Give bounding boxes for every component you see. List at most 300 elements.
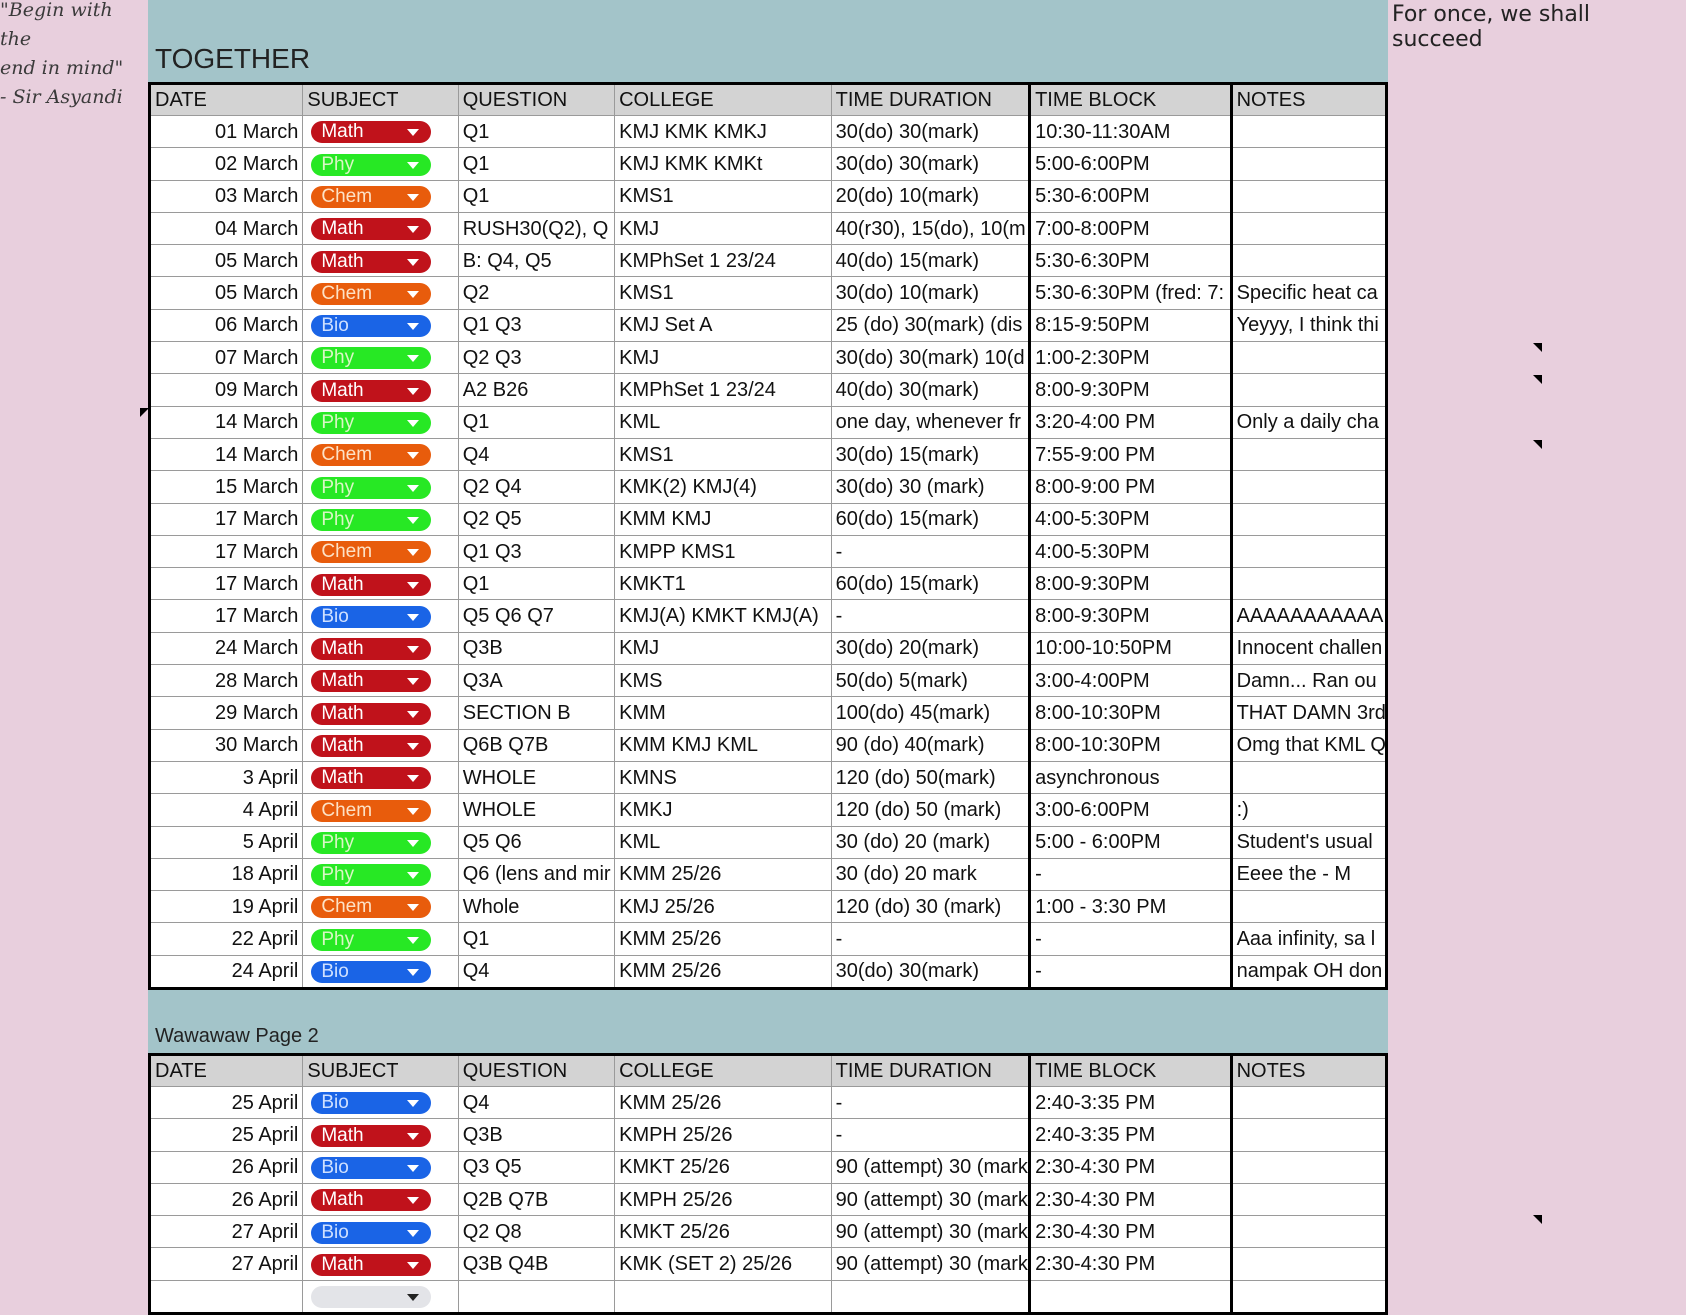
cell-question[interactable]: Q3 Q5 [458, 1151, 614, 1183]
dropdown-caret-icon[interactable] [407, 1100, 419, 1107]
cell-college[interactable]: KMKJ [615, 794, 832, 826]
cell-notes[interactable] [1231, 535, 1386, 567]
dropdown-caret-icon[interactable] [407, 1197, 419, 1204]
cell-time-duration[interactable]: 40(r30), 15(do), 10(m [831, 212, 1029, 244]
cell-time-duration[interactable]: 20(do) 10(mark) [831, 180, 1029, 212]
cell-date[interactable]: 19 April [150, 891, 303, 923]
cell-date[interactable] [150, 1280, 303, 1313]
dropdown-caret-icon[interactable] [407, 1165, 419, 1172]
cell-date[interactable]: 14 March [150, 438, 303, 470]
cell-question[interactable]: WHOLE [458, 794, 614, 826]
cell-question[interactable]: Q6 (lens and mir [458, 858, 614, 890]
cell-date[interactable]: 05 March [150, 245, 303, 277]
cell-time-duration[interactable]: 30(do) 30(mark) [831, 116, 1029, 148]
cell-subject[interactable] [303, 116, 458, 148]
cell-time-block[interactable]: 2:30-4:30 PM [1030, 1151, 1231, 1183]
cell-time-duration[interactable]: 25 (do) 30(mark) (dis [831, 309, 1029, 341]
column-header-question[interactable]: QUESTION [458, 1055, 614, 1087]
dropdown-caret-icon[interactable] [407, 937, 419, 944]
cell-question[interactable]: Q2 [458, 277, 614, 309]
cell-notes[interactable] [1231, 148, 1386, 180]
dropdown-caret-icon[interactable] [407, 1294, 419, 1301]
cell-question[interactable]: Q1 [458, 568, 614, 600]
column-header-question[interactable]: QUESTION [458, 84, 614, 116]
cell-college[interactable]: KMM 25/26 [615, 858, 832, 890]
cell-college[interactable]: KMKT1 [615, 568, 832, 600]
cell-subject[interactable] [303, 180, 458, 212]
dropdown-caret-icon[interactable] [407, 775, 419, 782]
cell-question[interactable]: B: Q4, Q5 [458, 245, 614, 277]
column-header-date[interactable]: DATE [150, 84, 303, 116]
subject-dropdown-chip[interactable] [311, 154, 431, 176]
cell-date[interactable]: 17 March [150, 503, 303, 535]
cell-time-block[interactable]: 1:00-2:30PM [1030, 342, 1231, 374]
dropdown-caret-icon[interactable] [407, 549, 419, 556]
cell-notes[interactable] [1231, 891, 1386, 923]
cell-college[interactable]: KMM [615, 697, 832, 729]
dropdown-caret-icon[interactable] [407, 743, 419, 750]
cell-time-duration[interactable]: 120 (do) 50 (mark) [831, 794, 1029, 826]
column-header-time-block[interactable]: TIME BLOCK [1030, 84, 1231, 116]
cell-time-block[interactable]: 8:15-9:50PM [1030, 309, 1231, 341]
cell-time-block[interactable]: 2:30-4:30 PM [1030, 1216, 1231, 1248]
cell-question[interactable]: Q1 [458, 116, 614, 148]
cell-college[interactable]: KMPH 25/26 [615, 1119, 832, 1151]
cell-subject[interactable] [303, 212, 458, 244]
subject-dropdown-chip[interactable] [311, 864, 431, 886]
subject-dropdown-chip[interactable] [311, 1254, 431, 1276]
subject-dropdown-chip[interactable] [311, 477, 431, 499]
cell-college[interactable]: KMJ 25/26 [615, 891, 832, 923]
comment-marker-icon[interactable] [1533, 1215, 1542, 1224]
cell-notes[interactable]: Specific heat ca [1231, 277, 1386, 309]
cell-notes[interactable] [1231, 374, 1386, 406]
cell-time-block[interactable]: asynchronous [1030, 761, 1231, 793]
subject-dropdown-chip[interactable] [311, 412, 431, 434]
comment-marker-icon[interactable] [1533, 375, 1542, 384]
cell-college[interactable]: KMJ KMK KMKJ [615, 116, 832, 148]
subject-dropdown-chip[interactable] [311, 347, 431, 369]
dropdown-caret-icon[interactable] [407, 582, 419, 589]
cell-subject[interactable] [303, 374, 458, 406]
cell-time-duration[interactable]: 50(do) 5(mark) [831, 665, 1029, 697]
cell-date[interactable]: 5 April [150, 826, 303, 858]
cell-subject[interactable] [303, 826, 458, 858]
cell-college[interactable]: KMJ [615, 212, 832, 244]
cell-subject[interactable] [303, 503, 458, 535]
cell-college[interactable]: KMM 25/26 [615, 923, 832, 955]
cell-time-block[interactable]: 3:00-4:00PM [1030, 665, 1231, 697]
cell-time-block[interactable]: 8:00-9:30PM [1030, 600, 1231, 632]
subject-dropdown-chip[interactable] [311, 961, 431, 983]
cell-notes[interactable]: Damn... Ran ou [1231, 665, 1386, 697]
cell-notes[interactable]: Student's usual [1231, 826, 1386, 858]
dropdown-caret-icon[interactable] [407, 1230, 419, 1237]
cell-college[interactable]: KMNS [615, 761, 832, 793]
cell-time-block[interactable]: 1:00 - 3:30 PM [1030, 891, 1231, 923]
cell-date[interactable]: 4 April [150, 794, 303, 826]
cell-college[interactable]: KMK(2) KMJ(4) [615, 471, 832, 503]
cell-date[interactable]: 01 March [150, 116, 303, 148]
cell-college[interactable]: KMS1 [615, 277, 832, 309]
cell-time-block[interactable] [1030, 1280, 1231, 1313]
cell-college[interactable]: KMS [615, 665, 832, 697]
cell-college[interactable]: KMPP KMS1 [615, 535, 832, 567]
cell-date[interactable]: 30 March [150, 729, 303, 761]
cell-time-block[interactable]: 8:00-10:30PM [1030, 729, 1231, 761]
cell-question[interactable]: Q2 Q8 [458, 1216, 614, 1248]
cell-notes[interactable]: Eeee the - M [1231, 858, 1386, 890]
cell-time-duration[interactable]: 60(do) 15(mark) [831, 568, 1029, 600]
cell-time-duration[interactable]: 30 (do) 20 mark [831, 858, 1029, 890]
subject-dropdown-chip[interactable] [311, 832, 431, 854]
cell-subject[interactable] [303, 535, 458, 567]
subject-dropdown-chip[interactable] [311, 896, 431, 918]
subject-dropdown-chip[interactable] [311, 767, 431, 789]
subject-dropdown-chip[interactable] [311, 606, 431, 628]
dropdown-caret-icon[interactable] [407, 711, 419, 718]
cell-subject[interactable] [303, 245, 458, 277]
cell-time-block[interactable]: 5:00 - 6:00PM [1030, 826, 1231, 858]
cell-date[interactable]: 02 March [150, 148, 303, 180]
cell-date[interactable]: 09 March [150, 374, 303, 406]
cell-question[interactable]: Q3B [458, 1119, 614, 1151]
dropdown-caret-icon[interactable] [407, 904, 419, 911]
cell-time-block[interactable]: 8:00-10:30PM [1030, 697, 1231, 729]
column-header-time-duration[interactable]: TIME DURATION [831, 84, 1029, 116]
cell-question[interactable]: Q3A [458, 665, 614, 697]
cell-time-block[interactable]: 8:00-9:30PM [1030, 374, 1231, 406]
cell-question[interactable]: WHOLE [458, 761, 614, 793]
cell-time-duration[interactable]: 120 (do) 50(mark) [831, 761, 1029, 793]
cell-subject[interactable] [303, 1119, 458, 1151]
cell-date[interactable]: 17 March [150, 568, 303, 600]
dropdown-caret-icon[interactable] [407, 355, 419, 362]
cell-time-block[interactable]: 10:30-11:30AM [1030, 116, 1231, 148]
column-header-college[interactable]: COLLEGE [615, 84, 832, 116]
cell-subject[interactable] [303, 568, 458, 600]
cell-time-block[interactable]: - [1030, 923, 1231, 955]
cell-question[interactable]: Q4 [458, 438, 614, 470]
cell-question[interactable]: Q1 [458, 406, 614, 438]
cell-notes[interactable]: Yeyyy, I think thi [1231, 309, 1386, 341]
subject-dropdown-chip[interactable] [311, 1125, 431, 1147]
cell-time-duration[interactable]: 30(do) 30(mark) [831, 955, 1029, 988]
cell-question[interactable]: Q3B [458, 632, 614, 664]
cell-college[interactable]: KML [615, 406, 832, 438]
subject-dropdown-chip[interactable] [311, 735, 431, 757]
cell-question[interactable]: A2 B26 [458, 374, 614, 406]
cell-notes[interactable]: :) [1231, 794, 1386, 826]
cell-subject[interactable] [303, 1216, 458, 1248]
cell-subject[interactable] [303, 406, 458, 438]
dropdown-caret-icon[interactable] [407, 452, 419, 459]
cell-subject[interactable] [303, 438, 458, 470]
cell-time-block[interactable]: 7:55-9:00 PM [1030, 438, 1231, 470]
cell-question[interactable]: Q1 [458, 180, 614, 212]
cell-college[interactable]: KMJ [615, 342, 832, 374]
dropdown-caret-icon[interactable] [407, 194, 419, 201]
cell-subject[interactable] [303, 1087, 458, 1119]
cell-college[interactable]: KMKT 25/26 [615, 1216, 832, 1248]
cell-time-duration[interactable]: 30(do) 10(mark) [831, 277, 1029, 309]
cell-notes[interactable]: Only a daily cha [1231, 406, 1386, 438]
cell-time-duration[interactable]: one day, whenever fr [831, 406, 1029, 438]
cell-question[interactable]: Q2 Q5 [458, 503, 614, 535]
cell-date[interactable]: 18 April [150, 858, 303, 890]
cell-subject[interactable] [303, 761, 458, 793]
cell-time-duration[interactable]: 40(do) 15(mark) [831, 245, 1029, 277]
cell-date[interactable]: 26 April [150, 1183, 303, 1215]
column-header-time-duration[interactable]: TIME DURATION [831, 1055, 1029, 1087]
dropdown-caret-icon[interactable] [407, 808, 419, 815]
cell-college[interactable]: KMPhSet 1 23/24 [615, 374, 832, 406]
cell-time-duration[interactable]: 30(do) 15(mark) [831, 438, 1029, 470]
subject-dropdown-chip[interactable] [311, 670, 431, 692]
cell-question[interactable]: Q2 Q4 [458, 471, 614, 503]
dropdown-caret-icon[interactable] [407, 1133, 419, 1140]
dropdown-caret-icon[interactable] [407, 388, 419, 395]
cell-date[interactable]: 3 April [150, 761, 303, 793]
cell-subject[interactable] [303, 697, 458, 729]
subject-dropdown-chip[interactable] [311, 251, 431, 273]
subject-dropdown-chip[interactable] [311, 638, 431, 660]
cell-subject[interactable] [303, 148, 458, 180]
cell-notes[interactable] [1231, 1216, 1386, 1248]
cell-notes[interactable] [1231, 212, 1386, 244]
subject-dropdown-chip[interactable] [311, 218, 431, 240]
cell-notes[interactable] [1231, 1087, 1386, 1119]
cell-notes[interactable] [1231, 503, 1386, 535]
cell-time-duration[interactable]: - [831, 923, 1029, 955]
subject-dropdown-chip[interactable] [311, 186, 431, 208]
column-header-subject[interactable]: SUBJECT [303, 1055, 458, 1087]
subject-dropdown-chip[interactable] [311, 1222, 431, 1244]
cell-notes[interactable] [1231, 116, 1386, 148]
cell-time-duration[interactable]: 90 (attempt) 30 (mark [831, 1248, 1029, 1280]
cell-notes[interactable]: THAT DAMN 3rd [1231, 697, 1386, 729]
subject-dropdown-chip[interactable] [311, 574, 431, 596]
cell-time-duration[interactable]: 90 (do) 40(mark) [831, 729, 1029, 761]
subject-dropdown-chip[interactable] [311, 1189, 431, 1211]
cell-college[interactable]: KMJ [615, 632, 832, 664]
cell-college[interactable] [615, 1280, 832, 1313]
cell-time-duration[interactable]: 30(do) 30(mark) 10(d [831, 342, 1029, 374]
subject-dropdown-chip[interactable] [311, 541, 431, 563]
cell-college[interactable]: KMS1 [615, 180, 832, 212]
cell-notes[interactable]: nampak OH don [1231, 955, 1386, 988]
cell-college[interactable]: KMJ(A) KMKT KMJ(A) [615, 600, 832, 632]
cell-time-block[interactable]: 2:30-4:30 PM [1030, 1183, 1231, 1215]
cell-question[interactable]: Q5 Q6 Q7 [458, 600, 614, 632]
cell-subject[interactable] [303, 858, 458, 890]
cell-date[interactable]: 15 March [150, 471, 303, 503]
cell-date[interactable]: 04 March [150, 212, 303, 244]
subject-dropdown-chip[interactable] [311, 1286, 431, 1308]
cell-date[interactable]: 24 March [150, 632, 303, 664]
cell-time-duration[interactable]: 60(do) 15(mark) [831, 503, 1029, 535]
cell-subject[interactable] [303, 794, 458, 826]
cell-time-duration[interactable]: 30(do) 30 (mark) [831, 471, 1029, 503]
cell-college[interactable]: KMJ KMK KMKt [615, 148, 832, 180]
cell-time-block[interactable]: 5:30-6:00PM [1030, 180, 1231, 212]
cell-college[interactable]: KMPH 25/26 [615, 1183, 832, 1215]
cell-college[interactable]: KMK (SET 2) 25/26 [615, 1248, 832, 1280]
cell-subject[interactable] [303, 665, 458, 697]
comment-marker-icon[interactable] [1533, 440, 1542, 449]
cell-date[interactable]: 27 April [150, 1248, 303, 1280]
cell-time-block[interactable]: - [1030, 955, 1231, 988]
cell-subject[interactable] [303, 1248, 458, 1280]
dropdown-caret-icon[interactable] [407, 485, 419, 492]
cell-date[interactable]: 06 March [150, 309, 303, 341]
cell-subject[interactable] [303, 729, 458, 761]
cell-time-block[interactable]: 2:30-4:30 PM [1030, 1248, 1231, 1280]
column-header-time-block[interactable]: TIME BLOCK [1030, 1055, 1231, 1087]
cell-question[interactable] [458, 1280, 614, 1313]
cell-notes[interactable] [1231, 1248, 1386, 1280]
cell-date[interactable]: 05 March [150, 277, 303, 309]
cell-question[interactable]: Q4 [458, 955, 614, 988]
cell-notes[interactable]: Omg that KML Q [1231, 729, 1386, 761]
cell-time-block[interactable]: 7:00-8:00PM [1030, 212, 1231, 244]
cell-notes[interactable] [1231, 568, 1386, 600]
cell-college[interactable]: KMM KMJ KML [615, 729, 832, 761]
cell-date[interactable]: 03 March [150, 180, 303, 212]
cell-time-duration[interactable]: 30(do) 30(mark) [831, 148, 1029, 180]
dropdown-caret-icon[interactable] [407, 646, 419, 653]
subject-dropdown-chip[interactable] [311, 283, 431, 305]
cell-time-duration[interactable] [831, 1280, 1029, 1313]
column-header-notes[interactable]: NOTES [1231, 84, 1386, 116]
cell-college[interactable]: KMJ Set A [615, 309, 832, 341]
cell-subject[interactable] [303, 955, 458, 988]
cell-question[interactable]: SECTION B [458, 697, 614, 729]
cell-question[interactable]: Q2B Q7B [458, 1183, 614, 1215]
cell-question[interactable]: Q1 [458, 923, 614, 955]
cell-date[interactable]: 25 April [150, 1087, 303, 1119]
cell-question[interactable]: Q5 Q6 [458, 826, 614, 858]
subject-dropdown-chip[interactable] [311, 800, 431, 822]
cell-date[interactable]: 26 April [150, 1151, 303, 1183]
cell-time-block[interactable]: 5:30-6:30PM (fred: 7: [1030, 277, 1231, 309]
cell-subject[interactable] [303, 277, 458, 309]
dropdown-caret-icon[interactable] [407, 259, 419, 266]
cell-date[interactable]: 17 March [150, 600, 303, 632]
cell-date[interactable]: 22 April [150, 923, 303, 955]
cell-college[interactable]: KMS1 [615, 438, 832, 470]
cell-notes[interactable] [1231, 438, 1386, 470]
cell-college[interactable]: KMM KMJ [615, 503, 832, 535]
cell-subject[interactable] [303, 1151, 458, 1183]
cell-time-duration[interactable]: 100(do) 45(mark) [831, 697, 1029, 729]
dropdown-caret-icon[interactable] [407, 517, 419, 524]
cell-time-duration[interactable]: 30(do) 20(mark) [831, 632, 1029, 664]
cell-question[interactable]: Q1 [458, 148, 614, 180]
dropdown-caret-icon[interactable] [407, 840, 419, 847]
cell-notes[interactable] [1231, 342, 1386, 374]
cell-notes[interactable] [1231, 761, 1386, 793]
cell-time-block[interactable]: 8:00-9:00 PM [1030, 471, 1231, 503]
cell-notes[interactable] [1231, 245, 1386, 277]
cell-time-duration[interactable]: 90 (attempt) 30 (mark [831, 1183, 1029, 1215]
cell-notes[interactable] [1231, 471, 1386, 503]
comment-marker-icon[interactable] [1533, 343, 1542, 352]
cell-question[interactable]: RUSH30(Q2), Q [458, 212, 614, 244]
cell-time-block[interactable]: 5:00-6:00PM [1030, 148, 1231, 180]
cell-time-duration[interactable]: 40(do) 30(mark) [831, 374, 1029, 406]
cell-time-block[interactable]: 5:30-6:30PM [1030, 245, 1231, 277]
cell-date[interactable]: 27 April [150, 1216, 303, 1248]
cell-date[interactable]: 07 March [150, 342, 303, 374]
cell-college[interactable]: KMKT 25/26 [615, 1151, 832, 1183]
dropdown-caret-icon[interactable] [407, 162, 419, 169]
dropdown-caret-icon[interactable] [407, 969, 419, 976]
column-header-college[interactable]: COLLEGE [615, 1055, 832, 1087]
dropdown-caret-icon[interactable] [407, 323, 419, 330]
cell-question[interactable]: Q6B Q7B [458, 729, 614, 761]
cell-time-duration[interactable]: 120 (do) 30 (mark) [831, 891, 1029, 923]
cell-date[interactable]: 24 April [150, 955, 303, 988]
cell-question[interactable]: Whole [458, 891, 614, 923]
cell-time-duration[interactable]: 90 (attempt) 30 (mark [831, 1151, 1029, 1183]
cell-subject[interactable] [303, 1280, 458, 1313]
cell-subject[interactable] [303, 309, 458, 341]
cell-time-block[interactable]: 3:00-6:00PM [1030, 794, 1231, 826]
subject-dropdown-chip[interactable] [311, 509, 431, 531]
subject-dropdown-chip[interactable] [311, 1092, 431, 1114]
cell-question[interactable]: Q1 Q3 [458, 535, 614, 567]
cell-date[interactable]: 25 April [150, 1119, 303, 1151]
cell-college[interactable]: KMPhSet 1 23/24 [615, 245, 832, 277]
cell-time-duration[interactable]: 90 (attempt) 30 (mark [831, 1216, 1029, 1248]
cell-notes[interactable] [1231, 1280, 1386, 1313]
cell-notes[interactable] [1231, 180, 1386, 212]
cell-time-duration[interactable]: - [831, 1119, 1029, 1151]
cell-question[interactable]: Q4 [458, 1087, 614, 1119]
cell-college[interactable]: KMM 25/26 [615, 955, 832, 988]
subject-dropdown-chip[interactable] [311, 703, 431, 725]
cell-time-block[interactable]: 8:00-9:30PM [1030, 568, 1231, 600]
cell-notes[interactable]: Aaa infinity, sa l [1231, 923, 1386, 955]
column-header-notes[interactable]: NOTES [1231, 1055, 1386, 1087]
cell-question[interactable]: Q2 Q3 [458, 342, 614, 374]
dropdown-caret-icon[interactable] [407, 291, 419, 298]
cell-question[interactable]: Q1 Q3 [458, 309, 614, 341]
cell-date[interactable]: 29 March [150, 697, 303, 729]
dropdown-caret-icon[interactable] [407, 614, 419, 621]
cell-time-duration[interactable]: 30 (do) 20 (mark) [831, 826, 1029, 858]
cell-subject[interactable] [303, 891, 458, 923]
subject-dropdown-chip[interactable] [311, 444, 431, 466]
column-header-subject[interactable]: SUBJECT [303, 84, 458, 116]
cell-notes[interactable] [1231, 1119, 1386, 1151]
cell-subject[interactable] [303, 1183, 458, 1215]
cell-subject[interactable] [303, 632, 458, 664]
cell-time-duration[interactable]: - [831, 535, 1029, 567]
subject-dropdown-chip[interactable] [311, 929, 431, 951]
subject-dropdown-chip[interactable] [311, 1157, 431, 1179]
cell-subject[interactable] [303, 342, 458, 374]
cell-subject[interactable] [303, 923, 458, 955]
dropdown-caret-icon[interactable] [407, 678, 419, 685]
dropdown-caret-icon[interactable] [407, 420, 419, 427]
cell-subject[interactable] [303, 600, 458, 632]
cell-time-duration[interactable]: - [831, 1087, 1029, 1119]
cell-time-block[interactable]: 4:00-5:30PM [1030, 535, 1231, 567]
subject-dropdown-chip[interactable] [311, 315, 431, 337]
subject-dropdown-chip[interactable] [311, 121, 431, 143]
